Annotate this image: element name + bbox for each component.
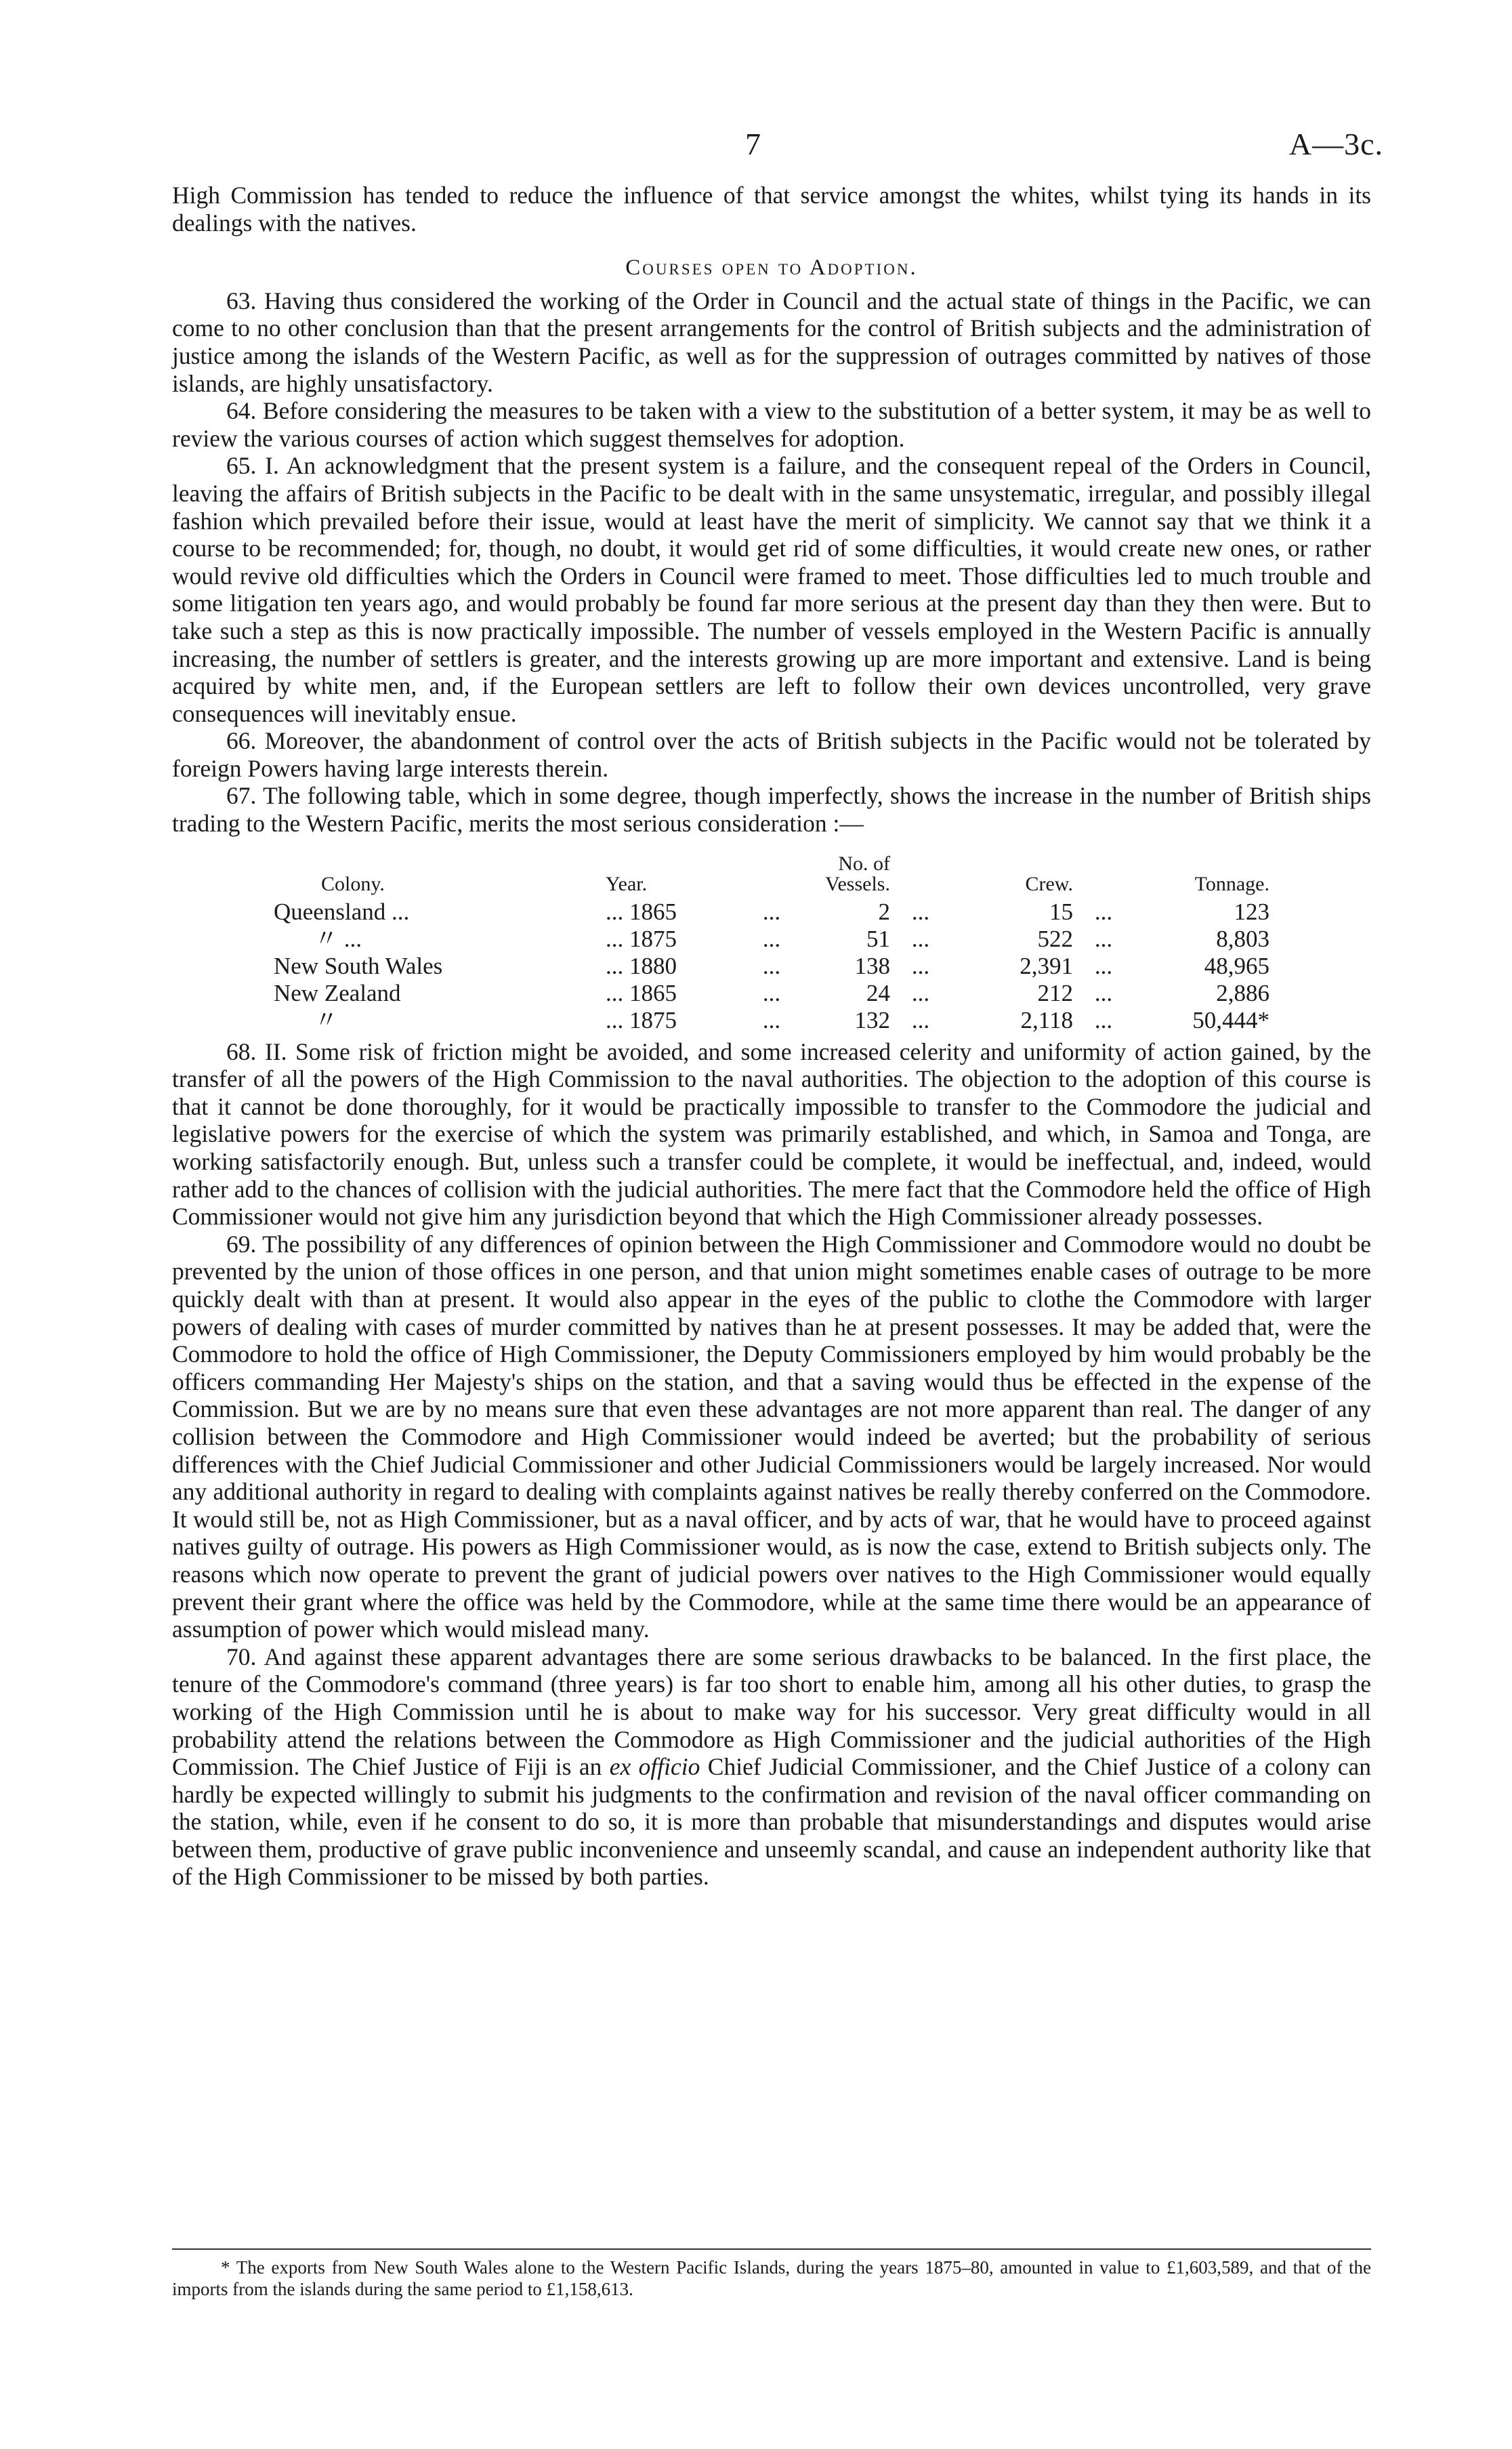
- cell-vessels: 132: [854, 1006, 890, 1033]
- cell-dots: ...: [911, 898, 930, 925]
- cell-crew: 15: [1049, 898, 1073, 925]
- section-heading: Courses open to Adoption.: [625, 255, 918, 281]
- cell-dots: ...: [911, 979, 930, 1006]
- cell-tonnage: 123: [1234, 898, 1269, 925]
- cell-year: 1880: [629, 952, 677, 979]
- document-reference: A—3c.: [1288, 127, 1383, 161]
- cell-dots: ...: [1094, 979, 1113, 1006]
- cell-tonnage: 2,886: [1216, 979, 1269, 1006]
- cell-crew: 2,391: [1020, 952, 1073, 979]
- ships-table: [274, 854, 1269, 1034]
- cell-crew: 2,118: [1020, 1006, 1073, 1033]
- cell-dots: ...: [762, 979, 781, 1006]
- page-body: [172, 182, 1371, 1891]
- cell-dots: ...: [606, 925, 624, 952]
- cell-dots: ...: [606, 952, 624, 979]
- header-crew: Crew.: [1025, 872, 1073, 895]
- cell-dots: ...: [911, 1006, 930, 1033]
- cell-dots: ...: [1094, 898, 1113, 925]
- cell-vessels: 138: [854, 952, 890, 979]
- header-year: Year.: [606, 872, 648, 895]
- cell-dots: ...: [911, 925, 930, 952]
- paragraph-66: 66. Moreover, the abandonment of control over the acts of British subjects in the Pacific would not be tolerated by foreign Powers having large interests therein.: [172, 727, 1371, 782]
- table-row: [274, 953, 1269, 980]
- cell-colony: Queensland ...: [274, 898, 410, 925]
- header-colony: Colony.: [321, 872, 385, 895]
- paragraph-68: 68. II. Some risk of friction might be avoided, and some increased celerity and uniformity of action gained, by the transfer of all the powers of the High Commission to the naval authorities. The objection to the adoption of this course is that it cannot be done thoroughly, for it would be practically impossible to transfer to the Commodore the judicial and legislative powers for the exercise of which the system was primarily established, and which, in Samoa and Tonga, are working satisfactorily enough. But, unless such a transfer could be complete, it would be ineffectual, and, indeed, would rather add to the chances of collision with the judicial authorities. The mere fact that the Commodore held the office of High Commissioner would not give him any jurisdiction beyond that which the High Commissioner already possesses.: [172, 1037, 1371, 1231]
- cell-colony: 〃: [314, 1006, 339, 1033]
- paragraph-70-text-b: Chief Judicial Commissioner, and the Chief Justice of a colony can hardly be expected willingly to submit his judgments to the confirmation and revision of the naval officer commanding on the station, while, even if he consent to do so, it is more than probable that misunderstandings and disputes would arise between them, productive of grave public inconvenience and unseemly scandal, and cause an independent authority like that of the High Commissioner to be missed by both parties.: [172, 1753, 1371, 1891]
- table-row: [274, 980, 1269, 1007]
- page-number: 7: [745, 127, 761, 161]
- page-header: [0, 126, 1512, 167]
- cell-crew: 522: [1037, 925, 1073, 952]
- cell-dots: ...: [606, 898, 624, 925]
- cell-dots: ...: [606, 1006, 624, 1033]
- cell-year: 1875: [629, 925, 677, 952]
- cell-dots: ...: [762, 952, 781, 979]
- cell-vessels: 2: [878, 898, 890, 925]
- table-row: [274, 926, 1269, 953]
- header-tonnage: Tonnage.: [1194, 872, 1269, 895]
- footnote: * The exports from New South Wales alone to the Western Pacific Islands, during the years 1875–80, amounted in value to £1,603,589, and that of the imports from the islands during the same period to £1,158,613.: [172, 2257, 1371, 2299]
- cell-year: 1865: [629, 898, 677, 925]
- paragraph-continuation: High Commission has tended to reduce the influence of that service amongst the whites, whilst tying its hands in its dealings with the natives.: [172, 182, 1371, 236]
- paragraph-64: 64. Before considering the measures to be taken with a view to the substitution of a better system, it may be as well to review the various courses of action which suggest themselves for adoption.: [172, 397, 1371, 452]
- table-header-row: [274, 854, 1269, 899]
- paragraph-69: 69. The possibility of any differences of opinion between the High Commissioner and Commodore would no doubt be prevented by the union of those offices in one person, and that union might sometimes enable cases of outrage to be more quickly dealt with than at present. It would also appear in the eyes of the public to clothe the Commodore with larger powers of dealing with cases of murder committed by natives than he at present possesses. It may be added that, were the Commodore to hold the office of High Commissioner, the Deputy Commissioners employed by him would probably be the officers commanding Her Majesty's ships on the station, and that a saving would thus be effected in the expense of the Commission. But we are by no means sure that even these advantages are not more apparent than real. The danger of any collision between the Commodore and High Commissioner would indeed be averted; but the probability of serious differences with the Chief Judicial Commissioner and other Judicial Commissioners would be largely increased. Nor would any additional authority in regard to dealing with complaints against natives be really thereby conferred on the Commodore. It would still be, not as High Commissioner, but as a naval officer, and by acts of war, that he would have to proceed against natives guilty of outrage. His powers as High Commissioner would, as is now the case, extend to British subjects only. The reasons which now operate to prevent the grant of judicial powers over natives to the High Commissioner would equally prevent their grant where the office was held by the Commodore, while at the same time there would be an appearance of assumption of power which would mislead many.: [172, 1230, 1371, 1643]
- table-row: [274, 899, 1269, 926]
- cell-dots: ...: [1094, 925, 1113, 952]
- paragraph-70-text-a: 70. And against these apparent advantages there are some serious drawbacks to be balanced. In the first place, the tenure of the Commodore's command (three years) is far too short to enable him, among all his other duties, to grasp the working of the High Commission until he is about to make way for his successor. Very great difficulty would in all probability attend the relations between the Commodore as High Commissioner and the judicial authorities of the High Commission. The Chief Justice of Fiji is an: [172, 1643, 1371, 1781]
- cell-dots: ...: [1094, 1006, 1113, 1033]
- cell-dots: ...: [762, 1006, 781, 1033]
- table-row: [274, 1007, 1269, 1034]
- paragraph-70: [172, 1643, 1371, 1891]
- cell-dots: ...: [762, 898, 781, 925]
- cell-tonnage: 48,965: [1204, 952, 1269, 979]
- cell-vessels: 51: [866, 925, 890, 952]
- cell-dots: ...: [1094, 952, 1113, 979]
- cell-year: 1875: [629, 1006, 677, 1033]
- cell-colony: New Zealand: [274, 979, 401, 1006]
- paragraph-63: 63. Having thus considered the working of the Order in Council and the actual state of things in the Pacific, we can come to no other conclusion than that the present arrangements for the control of British subjects and the administration of justice among the islands of the Western Pacific, as well as for the suppression of outrages committed by natives of those islands, are highly unsatisfactory.: [172, 287, 1371, 397]
- cell-dots: ...: [911, 952, 930, 979]
- cell-tonnage: 8,803: [1216, 925, 1269, 952]
- cell-crew: 212: [1037, 979, 1073, 1006]
- cell-tonnage: 50,444*: [1192, 1006, 1269, 1033]
- cell-year: 1865: [629, 979, 677, 1006]
- cell-dots: ...: [762, 925, 781, 952]
- paragraph-67: 67. The following table, which in some degree, though imperfectly, shows the increase in the number of British ships trading to the Western Pacific, merits the most serious consideration :—: [172, 782, 1371, 838]
- cell-dots: ...: [606, 979, 624, 1006]
- cell-vessels: 24: [866, 979, 890, 1006]
- paragraph-65: 65. I. An acknowledgment that the present system is a failure, and the consequent repeal of the Orders in Council, leaving the affairs of British subjects in the Pacific to be dealt with in the same unsystematic, irregular, and possibly illegal fashion which prevailed before their issue, would at least have the merit of simplicity. We cannot say that we think it a course to be recommended; for, though, no doubt, it would get rid of some difficulties, it would create new ones, or rather would revive old difficulties which the Orders in Council were framed to meet. Those difficulties led to much trouble and some litigation ten years ago, and would probably be found far more serious at the present day than they then were. But to take such a step as this is now practically impossible. The number of vessels employed in the Western Pacific is annually increasing, the number of settlers is greater, and the interests growing up are more important and extensive. Land is being acquired by white men, and, if the European settlers are left to follow their own devices uncontrolled, very grave consequences will inevitably ensue.: [172, 452, 1371, 727]
- paragraph-70-italic: ex officio: [609, 1753, 700, 1781]
- footnote-divider: [172, 2248, 1371, 2250]
- cell-colony: 〃 ...: [314, 925, 362, 952]
- cell-colony: New South Wales: [274, 952, 443, 979]
- header-vessels: No. of Vessels.: [825, 852, 890, 895]
